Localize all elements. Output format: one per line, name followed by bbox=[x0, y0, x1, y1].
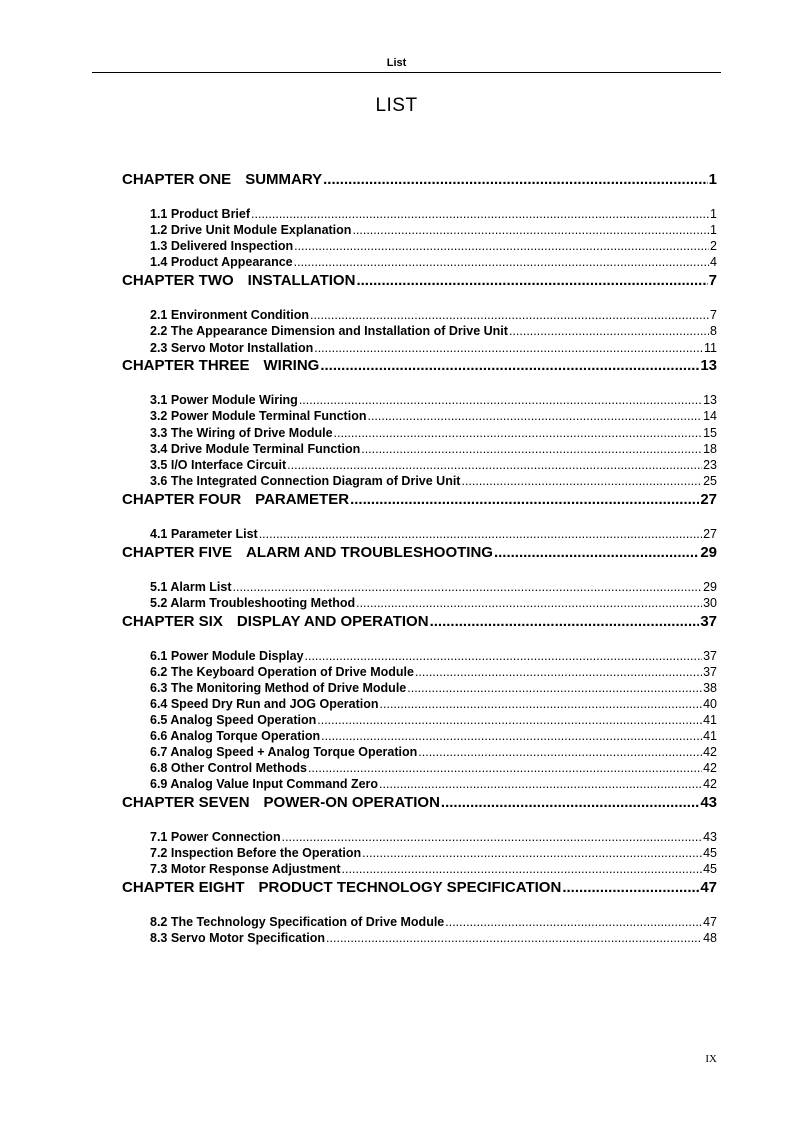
toc-chapter-1[interactable] bbox=[122, 171, 717, 189]
toc-section-6-7[interactable] bbox=[150, 745, 717, 760]
chapter-name: ALARM AND TROUBLESHOOTING bbox=[246, 544, 493, 561]
section-label: 6.6 Analog Torque Operation bbox=[150, 729, 321, 743]
dot-leader bbox=[334, 426, 703, 440]
page-number: 7 bbox=[708, 272, 717, 289]
dot-leader bbox=[362, 846, 702, 860]
dot-leader bbox=[461, 474, 702, 488]
page-number: 4 bbox=[710, 255, 717, 269]
page-number: 43 bbox=[700, 794, 717, 811]
section-label: 1.4 Product Appearance bbox=[150, 255, 293, 269]
dot-leader bbox=[342, 862, 703, 876]
toc-chapter-5[interactable] bbox=[122, 544, 717, 562]
page-number: 13 bbox=[700, 357, 717, 374]
section-label: 2.3 Servo Motor Installation bbox=[150, 341, 314, 355]
toc-chapter-2[interactable] bbox=[122, 272, 717, 290]
section-label: 1.2 Drive Unit Module Explanation bbox=[150, 223, 352, 237]
dot-leader bbox=[407, 681, 702, 695]
page-number: 41 bbox=[703, 729, 717, 743]
page-number: 18 bbox=[703, 442, 717, 456]
chapter-number: CHAPTER SIX bbox=[122, 613, 223, 630]
section-label: 2.1 Environment Condition bbox=[150, 308, 310, 322]
dot-leader bbox=[379, 777, 702, 791]
page-number: 29 bbox=[703, 580, 717, 594]
toc-section-6-1[interactable] bbox=[150, 649, 717, 664]
section-label: 3.4 Drive Module Terminal Function bbox=[150, 442, 361, 456]
section-label: 6.2 The Keyboard Operation of Drive Module bbox=[150, 665, 414, 679]
toc-section-6-5[interactable] bbox=[150, 713, 717, 728]
dot-leader bbox=[259, 527, 702, 541]
section-label: 3.6 The Integrated Connection Diagram of Drive Unit bbox=[150, 474, 461, 488]
toc-chapter-3[interactable] bbox=[122, 357, 717, 375]
section-label: 1.3 Delivered Inspection bbox=[150, 239, 294, 253]
chapter-number: CHAPTER FIVE bbox=[122, 544, 233, 561]
toc-section-1-3[interactable] bbox=[150, 239, 717, 254]
page-number: 25 bbox=[703, 474, 717, 488]
dot-leader bbox=[356, 596, 702, 610]
page-number: 38 bbox=[703, 681, 717, 695]
toc-section-1-4[interactable] bbox=[150, 255, 717, 270]
page-number: 2 bbox=[710, 239, 717, 253]
dot-leader bbox=[350, 491, 699, 508]
page-number: 15 bbox=[703, 426, 717, 440]
section-label: 7.3 Motor Response Adjustment bbox=[150, 862, 341, 876]
toc-section-6-6[interactable] bbox=[150, 729, 717, 744]
page-number: 48 bbox=[703, 931, 717, 945]
chapter-name: INSTALLATION bbox=[247, 272, 356, 289]
toc-section-3-5[interactable] bbox=[150, 458, 717, 473]
toc-chapter-8[interactable] bbox=[122, 879, 717, 897]
dot-leader bbox=[562, 879, 699, 896]
page-number: 42 bbox=[703, 777, 717, 791]
dot-leader bbox=[294, 255, 709, 269]
dot-leader bbox=[415, 665, 702, 679]
chapter-name: PRODUCT TECHNOLOGY SPECIFICATION bbox=[258, 879, 562, 896]
toc-section-7-3[interactable] bbox=[150, 862, 717, 877]
page-number: 23 bbox=[703, 458, 717, 472]
section-label: 6.3 The Monitoring Method of Drive Module bbox=[150, 681, 407, 695]
toc-section-5-2[interactable] bbox=[150, 596, 717, 611]
running-header: List bbox=[386, 57, 407, 69]
chapter-number: CHAPTER FOUR bbox=[122, 491, 242, 508]
section-label: 6.8 Other Control Methods bbox=[150, 761, 307, 775]
dot-leader bbox=[418, 745, 702, 759]
dot-leader bbox=[509, 324, 709, 338]
page-number: 47 bbox=[703, 915, 717, 929]
page-number: 27 bbox=[700, 491, 717, 508]
page-number: 45 bbox=[703, 846, 717, 860]
chapter-number: CHAPTER TWO bbox=[122, 272, 234, 289]
toc-section-3-2[interactable] bbox=[150, 409, 717, 424]
page-number: 41 bbox=[703, 713, 717, 727]
toc-section-5-1[interactable] bbox=[150, 580, 717, 595]
page-number: 13 bbox=[703, 393, 717, 407]
toc-section-3-3[interactable] bbox=[150, 426, 717, 441]
page-title: LIST bbox=[375, 95, 418, 116]
toc-section-6-2[interactable] bbox=[150, 665, 717, 680]
page-number: 8 bbox=[710, 324, 717, 338]
toc-section-3-6[interactable] bbox=[150, 474, 717, 489]
toc-section-2-2[interactable] bbox=[150, 324, 717, 339]
toc-section-6-8[interactable] bbox=[150, 761, 717, 776]
page-number: 30 bbox=[703, 596, 717, 610]
section-label: 7.1 Power Connection bbox=[150, 830, 281, 844]
toc-chapter-4[interactable] bbox=[122, 491, 717, 509]
dot-leader bbox=[251, 207, 709, 221]
section-label: 3.5 I/O Interface Circuit bbox=[150, 458, 287, 472]
toc-section-6-4[interactable] bbox=[150, 697, 717, 712]
page-number: 45 bbox=[703, 862, 717, 876]
section-label: 6.7 Analog Speed + Analog Torque Operation bbox=[150, 745, 418, 759]
page-number: 43 bbox=[703, 830, 717, 844]
dot-leader bbox=[305, 649, 703, 663]
toc-section-1-1[interactable] bbox=[150, 207, 717, 222]
section-label: 4.1 Parameter List bbox=[150, 527, 258, 541]
dot-leader bbox=[314, 341, 703, 355]
chapter-number: CHAPTER ONE bbox=[122, 171, 232, 188]
toc-section-2-1[interactable] bbox=[150, 308, 717, 323]
toc-chapter-7[interactable] bbox=[122, 794, 717, 812]
dot-leader bbox=[294, 239, 709, 253]
dot-leader bbox=[317, 713, 702, 727]
dot-leader bbox=[308, 761, 702, 775]
dot-leader bbox=[445, 915, 702, 929]
dot-leader bbox=[282, 830, 703, 844]
section-label: 6.4 Speed Dry Run and JOG Operation bbox=[150, 697, 379, 711]
page-number: 14 bbox=[703, 409, 717, 423]
chapter-number: CHAPTER SEVEN bbox=[122, 794, 250, 811]
toc-section-8-2[interactable] bbox=[150, 915, 717, 930]
toc-section-7-2[interactable] bbox=[150, 846, 717, 861]
toc-section-3-4[interactable] bbox=[150, 442, 717, 457]
chapter-number: CHAPTER EIGHT bbox=[122, 879, 245, 896]
toc-section-8-3[interactable] bbox=[150, 931, 717, 946]
chapter-name: WIRING bbox=[263, 357, 320, 374]
page-number: 1 bbox=[710, 223, 717, 237]
toc-section-1-2[interactable] bbox=[150, 223, 717, 238]
section-label: 5.1 Alarm List bbox=[150, 580, 232, 594]
section-label: 8.3 Servo Motor Specification bbox=[150, 931, 326, 945]
chapter-name: SUMMARY bbox=[245, 171, 323, 188]
section-label: 6.9 Analog Value Input Command Zero bbox=[150, 777, 379, 791]
dot-leader bbox=[380, 697, 703, 711]
toc-section-3-1[interactable] bbox=[150, 393, 717, 408]
page-number: 47 bbox=[700, 879, 717, 896]
dot-leader bbox=[320, 357, 699, 374]
page-number: 40 bbox=[703, 697, 717, 711]
page-number: 11 bbox=[704, 341, 717, 355]
dot-leader bbox=[326, 931, 702, 945]
dot-leader bbox=[299, 393, 702, 407]
section-label: 7.2 Inspection Before the Operation bbox=[150, 846, 362, 860]
page-number: 37 bbox=[703, 649, 717, 663]
section-label: 3.2 Power Module Terminal Function bbox=[150, 409, 367, 423]
section-label: 2.2 The Appearance Dimension and Installation of Drive Unit bbox=[150, 324, 508, 338]
dot-leader bbox=[287, 458, 702, 472]
section-label: 8.2 The Technology Specification of Drive Module bbox=[150, 915, 445, 929]
page-number: 29 bbox=[700, 544, 717, 561]
toc-section-2-3[interactable] bbox=[150, 341, 717, 356]
page-number: 37 bbox=[700, 613, 717, 630]
toc-chapter-6[interactable] bbox=[122, 613, 717, 631]
header-rule bbox=[92, 72, 721, 73]
toc-section-6-3[interactable] bbox=[150, 681, 717, 696]
dot-leader bbox=[361, 442, 702, 456]
toc-section-7-1[interactable] bbox=[150, 830, 717, 845]
dot-leader bbox=[321, 729, 702, 743]
page-number: 1 bbox=[710, 207, 717, 221]
section-label: 5.2 Alarm Troubleshooting Method bbox=[150, 596, 356, 610]
dot-leader bbox=[430, 613, 700, 630]
toc-section-6-9[interactable] bbox=[150, 777, 717, 792]
chapter-number: CHAPTER THREE bbox=[122, 357, 250, 374]
dot-leader bbox=[367, 409, 702, 423]
section-label: 6.1 Power Module Display bbox=[150, 649, 304, 663]
section-label: 1.1 Product Brief bbox=[150, 207, 251, 221]
page-number: 42 bbox=[703, 745, 717, 759]
chapter-name: DISPLAY AND OPERATION bbox=[236, 613, 429, 630]
dot-leader bbox=[352, 223, 709, 237]
page-number: 1 bbox=[708, 171, 717, 188]
dot-leader bbox=[233, 580, 703, 594]
dot-leader bbox=[356, 272, 707, 289]
chapter-name: PARAMETER bbox=[255, 491, 350, 508]
dot-leader bbox=[323, 171, 708, 188]
chapter-name: POWER-ON OPERATION bbox=[263, 794, 440, 811]
page-number: 37 bbox=[703, 665, 717, 679]
dot-leader bbox=[310, 308, 709, 322]
page-number: 42 bbox=[703, 761, 717, 775]
dot-leader bbox=[494, 544, 699, 561]
dot-leader bbox=[441, 794, 699, 811]
section-label: 3.1 Power Module Wiring bbox=[150, 393, 298, 407]
page-number: 27 bbox=[703, 527, 717, 541]
section-label: 3.3 The Wiring of Drive Module bbox=[150, 426, 333, 440]
toc-section-4-1[interactable] bbox=[150, 527, 717, 542]
section-label: 6.5 Analog Speed Operation bbox=[150, 713, 317, 727]
page-number: 7 bbox=[710, 308, 717, 322]
page-folio: IX bbox=[705, 1053, 717, 1065]
